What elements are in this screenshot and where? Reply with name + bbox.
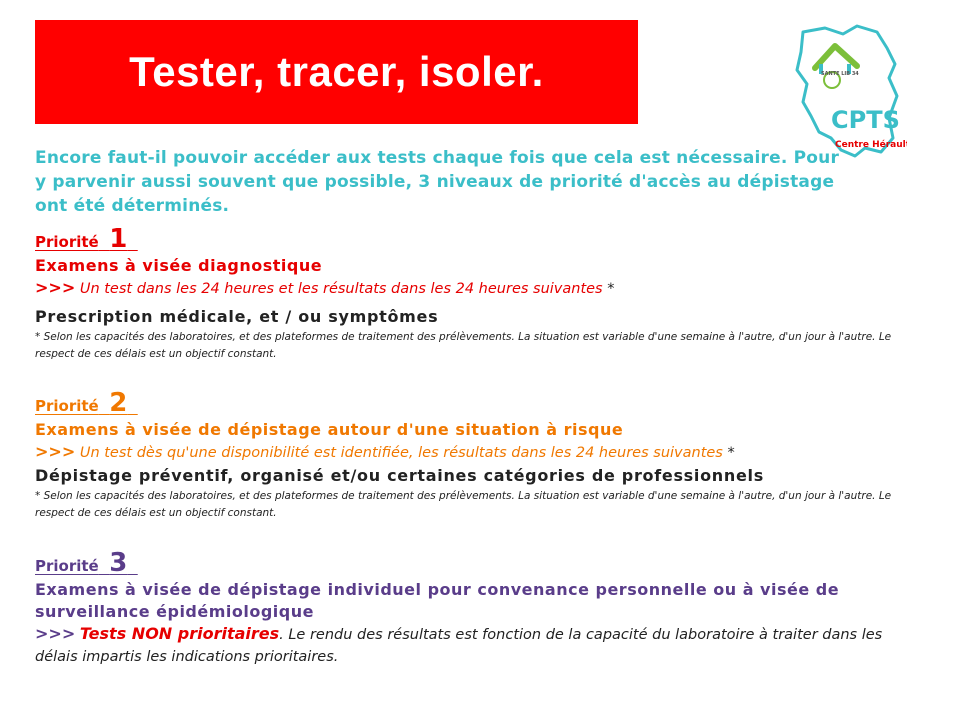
title-banner: [35, 20, 638, 124]
priority-1-detail-line: [35, 277, 925, 300]
intro-paragraph: Encore faut-il pouvoir accéder aux tests chaque fois que cela est nécessaire. Pour y parvenir aussi souvent que possible, 3 niveaux de priorité d'accès au dépistage ont été déterminés.: [35, 148, 840, 216]
priority-3-arrow: >>>: [35, 624, 76, 643]
priority-1-number: 1: [109, 224, 128, 254]
cpts-logo: [785, 20, 907, 158]
priority-1-label: [35, 226, 925, 255]
priority-3-section: [35, 550, 925, 668]
priority-2-star: *: [727, 445, 735, 461]
priority-1-arrow: >>>: [35, 278, 76, 297]
page-title: Tester, tracer, isoler.: [129, 48, 544, 95]
priority-3-label: [35, 550, 925, 579]
priority-2-prescription: Dépistage préventif, organisé et/ou certaines catégories de professionnels: [35, 466, 764, 485]
priority-2-arrow: >>>: [35, 442, 76, 461]
priority-2-note: * Selon les capacités des laboratoires, et des plateformes de traitement des prélèvements. La situation est variable d'une semaine à l'autre, d'un jour à l'autre. Le respect de ces délais est un objectif constant.: [35, 490, 892, 519]
priority-1-word: Priorité: [35, 233, 99, 251]
priority-1-note: * Selon les capacités des laboratoires, et des plateformes de traitement des prélèvements. La situation est variable d'une semaine à l'autre, d'un jour à l'autre. Le respect de ces délais est un objectif constant.: [35, 331, 892, 360]
priority-3-number: 3: [109, 548, 128, 578]
priority-1-prescription: Prescription médicale, et / ou symptômes: [35, 307, 439, 326]
priority-3-word: Priorité: [35, 557, 99, 575]
priority-1-star: *: [607, 281, 615, 297]
cpts-logo-graphic: [785, 20, 907, 158]
priority-1-section: [35, 226, 925, 363]
priority-3-detail-bold: Tests NON prioritaires: [79, 624, 280, 643]
logo-subtitle: Centre Hérault: [835, 140, 907, 150]
priority-2-label: [35, 390, 925, 419]
priority-2-number: 2: [109, 388, 128, 418]
priority-1-heading: Examens à visée diagnostique: [35, 256, 323, 275]
priority-3-detail-line: [35, 623, 920, 668]
priority-2-word: Priorité: [35, 397, 99, 415]
logo-name: CPTS: [831, 106, 900, 134]
priority-1-detail: Un test dans les 24 heures et les résultats dans les 24 heures suivantes: [79, 281, 603, 297]
logo-top-text: SANTE LIB 34: [821, 71, 859, 77]
priority-3-heading: Examens à visée de dépistage individuel pour convenance personnelle ou à visée de surveillance épidémiologique: [35, 580, 840, 621]
priority-2-detail: Un test dès qu'une disponibilité est identifiée, les résultats dans les 24 heures suivantes: [79, 445, 723, 461]
priority-2-section: [35, 390, 925, 522]
priority-2-heading: Examens à visée de dépistage autour d'une situation à risque: [35, 420, 624, 439]
priority-3-detail-tail: . Le rendu des résultats est fonction de la capacité du laboratoire à traiter dans les délais impartis les indications prioritaires.: [35, 627, 883, 665]
priority-2-detail-line: [35, 441, 925, 464]
